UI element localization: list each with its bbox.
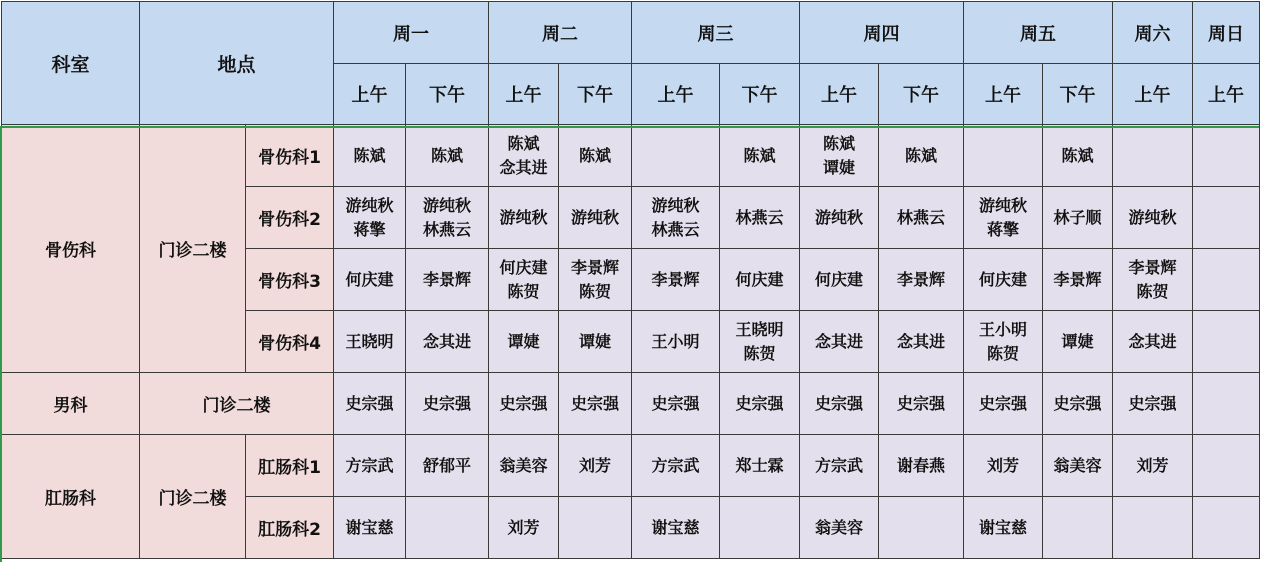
doctor-name: 谢宝慈	[345, 517, 394, 537]
schedule-cell	[800, 373, 879, 435]
schedule-cell	[720, 249, 800, 311]
doctor-name: 念其进	[815, 331, 864, 351]
schedule-cell	[1043, 373, 1113, 435]
schedule-cell	[334, 435, 406, 497]
schedule-cell	[489, 125, 559, 187]
doctor-name: 谭婕	[823, 157, 856, 177]
schedule-cell	[334, 125, 406, 187]
schedule-cell	[632, 373, 720, 435]
doctor-name: 游纯秋	[651, 195, 700, 215]
doctor-name: 刘芳	[987, 455, 1020, 475]
doctor-name: 陈贺	[987, 343, 1020, 363]
doctor-name: 何庆建	[735, 269, 784, 289]
schedule-cell	[720, 311, 800, 373]
schedule-cell	[406, 311, 489, 373]
schedule-cell	[964, 373, 1043, 435]
header-slot: 下午	[559, 64, 632, 125]
doctor-name: 翁美容	[815, 517, 864, 537]
schedule-cell	[406, 187, 489, 249]
doctor-name: 史宗强	[1128, 393, 1177, 413]
schedule-table	[1, 1, 1260, 559]
schedule-cell	[879, 373, 964, 435]
schedule-cell	[964, 249, 1043, 311]
header-day: 周三	[632, 2, 800, 64]
schedule-cell	[1043, 497, 1113, 559]
schedule-cell	[720, 373, 800, 435]
header-slot: 下午	[879, 64, 964, 125]
schedule-cell	[632, 125, 720, 187]
doctor-name: 刘芳	[579, 455, 612, 475]
doctor-name: 谭婕	[507, 331, 540, 351]
doctor-name: 何庆建	[345, 269, 394, 289]
doctor-name: 史宗强	[979, 393, 1028, 413]
header-divider	[1, 126, 1259, 128]
doctor-name: 何庆建	[499, 257, 548, 277]
schedule-cell	[334, 249, 406, 311]
schedule-cell	[964, 187, 1043, 249]
table-row	[2, 373, 1260, 435]
schedule-cell	[1193, 249, 1260, 311]
doctor-name: 李景辉	[651, 269, 700, 289]
schedule-cell	[964, 311, 1043, 373]
schedule-cell	[406, 497, 489, 559]
left-edge-bar	[0, 126, 2, 562]
doctor-name: 林燕云	[897, 207, 946, 227]
subclinic-cell: 骨伤科3	[246, 249, 334, 311]
doctor-name: 林燕云	[651, 219, 700, 239]
header-slot: 上午	[489, 64, 559, 125]
table-row	[2, 125, 1260, 187]
doctor-name: 史宗强	[815, 393, 864, 413]
doctor-name: 游纯秋	[571, 207, 620, 227]
header-slot: 上午	[1113, 64, 1193, 125]
header-slot: 上午	[1193, 64, 1260, 125]
schedule-cell	[559, 249, 632, 311]
header-day: 周六	[1113, 2, 1193, 64]
schedule-cell	[489, 497, 559, 559]
doctor-name: 史宗强	[897, 393, 946, 413]
doctor-name: 史宗强	[499, 393, 548, 413]
schedule-cell	[879, 187, 964, 249]
schedule-cell	[334, 497, 406, 559]
doctor-name: 王小明	[651, 331, 700, 351]
schedule-cell	[879, 311, 964, 373]
schedule-cell	[489, 435, 559, 497]
header-day: 周五	[964, 2, 1113, 64]
header-day: 周四	[800, 2, 964, 64]
doctor-name: 林燕云	[735, 207, 784, 227]
doctor-name: 念其进	[499, 157, 548, 177]
doctor-name: 谢春燕	[897, 455, 946, 475]
header-day: 周二	[489, 2, 632, 64]
doctor-name: 李景辉	[571, 257, 620, 277]
schedule-cell	[559, 373, 632, 435]
schedule-cell	[334, 373, 406, 435]
doctor-name: 陈斌	[431, 145, 464, 165]
doctor-name: 陈斌	[743, 145, 776, 165]
doctor-name: 谭婕	[579, 331, 612, 351]
schedule-cell	[1193, 311, 1260, 373]
header-dept: 科室	[2, 2, 140, 125]
doctor-name: 游纯秋	[499, 207, 548, 227]
dept-cell: 肛肠科	[2, 435, 140, 559]
schedule-cell	[1113, 373, 1193, 435]
header-day: 周日	[1193, 2, 1260, 64]
schedule-cell	[559, 187, 632, 249]
doctor-name: 陈斌	[1061, 145, 1094, 165]
subclinic-cell: 肛肠科1	[246, 435, 334, 497]
schedule-cell	[800, 125, 879, 187]
doctor-name: 念其进	[423, 331, 472, 351]
doctor-name: 翁美容	[499, 455, 548, 475]
doctor-name: 蒋擎	[353, 219, 386, 239]
schedule-cell	[879, 125, 964, 187]
doctor-name: 王晓明	[345, 331, 394, 351]
doctor-name: 陈斌	[507, 133, 540, 153]
table-row	[2, 435, 1260, 497]
header-slot: 上午	[800, 64, 879, 125]
schedule-cell	[1193, 187, 1260, 249]
location-cell: 门诊二楼	[140, 125, 246, 373]
schedule-cell	[632, 497, 720, 559]
header-slot: 下午	[720, 64, 800, 125]
dept-cell: 骨伤科	[2, 125, 140, 373]
doctor-name: 念其进	[897, 331, 946, 351]
doctor-name: 游纯秋	[345, 195, 394, 215]
schedule-cell	[1043, 125, 1113, 187]
schedule-cell	[1113, 311, 1193, 373]
schedule-cell	[964, 125, 1043, 187]
doctor-name: 陈斌	[905, 145, 938, 165]
schedule-cell	[632, 249, 720, 311]
header-slot: 下午	[1043, 64, 1113, 125]
schedule-cell	[632, 435, 720, 497]
schedule-cell	[559, 311, 632, 373]
location-cell: 门诊二楼	[140, 435, 246, 559]
doctor-name: 陈贺	[579, 281, 612, 301]
doctor-name: 李景辉	[1128, 257, 1177, 277]
doctor-name: 林燕云	[423, 219, 472, 239]
schedule-cell	[720, 497, 800, 559]
schedule-cell	[1113, 125, 1193, 187]
doctor-name: 陈贺	[743, 343, 776, 363]
doctor-name: 陈斌	[579, 145, 612, 165]
doctor-name: 谢宝慈	[651, 517, 700, 537]
schedule-cell	[559, 497, 632, 559]
schedule-cell	[406, 373, 489, 435]
doctor-name: 刘芳	[507, 517, 540, 537]
doctor-name: 方宗武	[815, 455, 864, 475]
doctor-name: 蒋擎	[987, 219, 1020, 239]
doctor-name: 谢宝慈	[979, 517, 1028, 537]
schedule-cell	[632, 187, 720, 249]
schedule-cell	[964, 435, 1043, 497]
schedule-cell	[559, 435, 632, 497]
schedule-cell	[800, 187, 879, 249]
schedule-cell	[879, 435, 964, 497]
doctor-name: 李景辉	[897, 269, 946, 289]
doctor-name: 史宗强	[735, 393, 784, 413]
doctor-name: 王晓明	[735, 319, 784, 339]
schedule-cell	[879, 249, 964, 311]
schedule-cell	[964, 497, 1043, 559]
schedule-cell	[720, 435, 800, 497]
doctor-name: 方宗武	[345, 455, 394, 475]
subclinic-cell: 肛肠科2	[246, 497, 334, 559]
header-slot: 上午	[334, 64, 406, 125]
doctor-name: 游纯秋	[1128, 207, 1177, 227]
schedule-cell	[406, 125, 489, 187]
schedule-cell	[1043, 311, 1113, 373]
header-slot: 下午	[406, 64, 489, 125]
schedule-cell	[489, 311, 559, 373]
header-day: 周一	[334, 2, 489, 64]
doctor-name: 游纯秋	[815, 207, 864, 227]
doctor-name: 陈斌	[353, 145, 386, 165]
schedule-cell	[879, 497, 964, 559]
schedule-cell	[1193, 125, 1260, 187]
schedule-cell	[1113, 187, 1193, 249]
doctor-name: 何庆建	[815, 269, 864, 289]
schedule-cell	[1193, 497, 1260, 559]
doctor-name: 刘芳	[1136, 455, 1169, 475]
doctor-name: 游纯秋	[979, 195, 1028, 215]
schedule-cell	[334, 187, 406, 249]
schedule-cell	[1043, 435, 1113, 497]
schedule-cell	[489, 373, 559, 435]
schedule-cell	[406, 435, 489, 497]
doctor-name: 方宗武	[651, 455, 700, 475]
header-location: 地点	[140, 2, 334, 125]
doctor-name: 李景辉	[1053, 269, 1102, 289]
doctor-name: 何庆建	[979, 269, 1028, 289]
schedule-cell	[406, 249, 489, 311]
schedule-cell	[720, 125, 800, 187]
doctor-name: 史宗强	[571, 393, 620, 413]
doctor-name: 翁美容	[1053, 455, 1102, 475]
doctor-name: 陈贺	[1136, 281, 1169, 301]
schedule-cell	[559, 125, 632, 187]
subclinic-cell: 骨伤科2	[246, 187, 334, 249]
location-cell: 门诊二楼	[140, 373, 334, 435]
doctor-name: 史宗强	[651, 393, 700, 413]
schedule-cell	[1043, 187, 1113, 249]
doctor-name: 郑士霖	[735, 455, 784, 475]
schedule-cell	[1193, 373, 1260, 435]
schedule-cell	[800, 249, 879, 311]
doctor-name: 李景辉	[423, 269, 472, 289]
schedule-cell	[1193, 435, 1260, 497]
schedule-cell	[720, 187, 800, 249]
doctor-name: 陈斌	[823, 133, 856, 153]
schedule-cell	[1043, 249, 1113, 311]
schedule-cell	[1113, 249, 1193, 311]
doctor-name: 舒郁平	[423, 455, 472, 475]
schedule-cell	[800, 311, 879, 373]
schedule-cell	[1113, 435, 1193, 497]
schedule-cell	[1113, 497, 1193, 559]
doctor-name: 史宗强	[423, 393, 472, 413]
doctor-name: 念其进	[1128, 331, 1177, 351]
subclinic-cell: 骨伤科4	[246, 311, 334, 373]
schedule-cell	[489, 187, 559, 249]
schedule-cell	[334, 311, 406, 373]
schedule-cell	[489, 249, 559, 311]
subclinic-cell: 骨伤科1	[246, 125, 334, 187]
doctor-name: 游纯秋	[423, 195, 472, 215]
dept-cell: 男科	[2, 373, 140, 435]
schedule-cell	[632, 311, 720, 373]
doctor-name: 史宗强	[1053, 393, 1102, 413]
doctor-name: 史宗强	[345, 393, 394, 413]
doctor-name: 陈贺	[507, 281, 540, 301]
schedule-cell	[800, 435, 879, 497]
doctor-name: 谭婕	[1061, 331, 1094, 351]
schedule-cell	[800, 497, 879, 559]
doctor-name: 王小明	[979, 319, 1028, 339]
header-slot: 上午	[632, 64, 720, 125]
header-slot: 上午	[964, 64, 1043, 125]
doctor-name: 林子顺	[1053, 207, 1102, 227]
